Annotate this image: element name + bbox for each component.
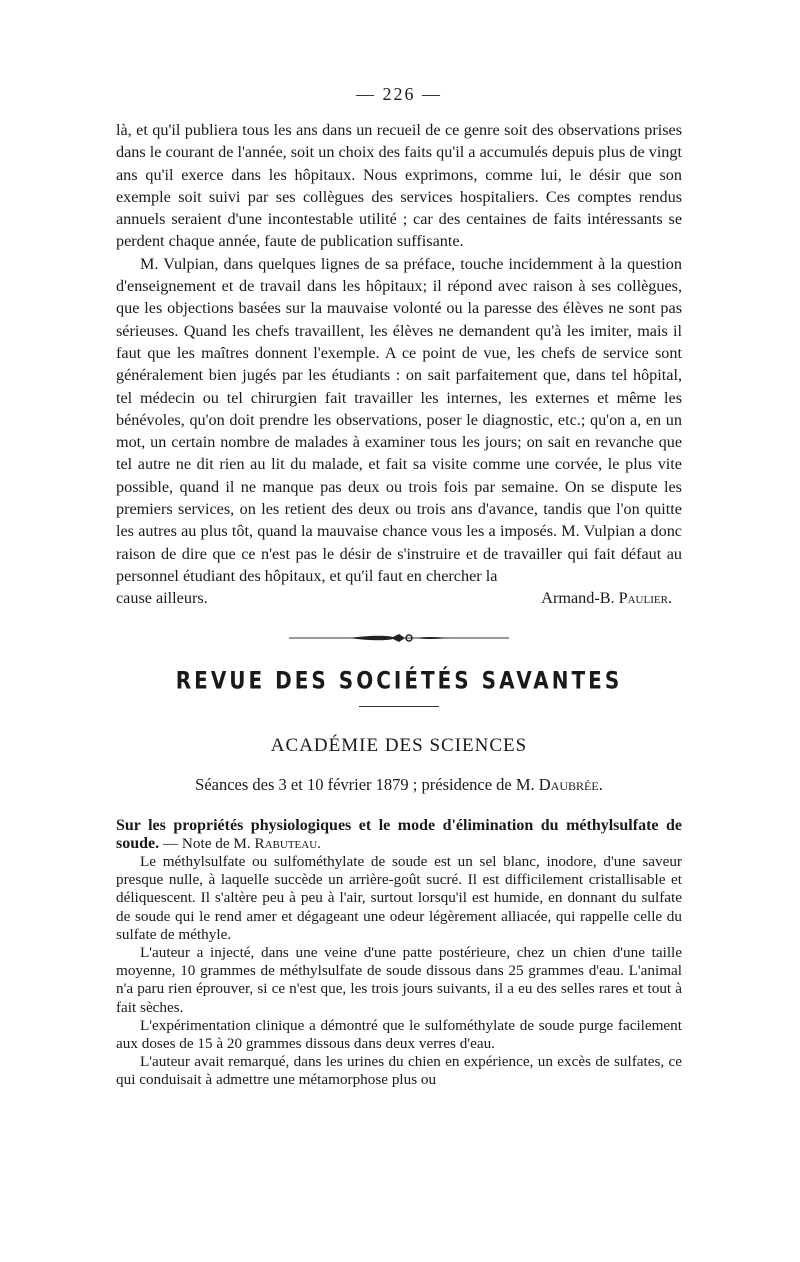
intro-text — [116, 119, 682, 610]
ornament-rule-icon — [289, 633, 509, 643]
article-title: Sur les propriétés physiologiques et le mode d'élimination du méthylsulfate de soude. — [116, 816, 682, 852]
document-page — [116, 84, 682, 1090]
signature-surname: Paulier. — [618, 589, 672, 608]
session-text: Séances des 3 et 10 février 1879 ; présidence de M. — [195, 774, 535, 794]
article-paragraph: L'auteur a injecté, dans une veine d'une patte postérieure, chez un chien d'une taille moyenne, 10 grammes de méthylsulfate de soude dissous dans 25 grammes d'eau. L'animal n'a paru rien éprouver, si ce n'est que, les trois jours suivants, il a eu des selles rares et tout à fait sèches. — [116, 943, 682, 1016]
author-signature — [541, 587, 682, 609]
session-line — [116, 775, 682, 795]
article-paragraph: L'auteur avait remarqué, dans les urines du chien en expérience, un excès de sulfates, ce qui conduisait à admettre une métamorphose plus ou — [116, 1053, 682, 1089]
closing-text: cause ailleurs. — [116, 589, 208, 608]
page-number: — 226 — — [356, 84, 442, 104]
section-title: REVUE DES SOCIÉTÉS SAVANTES — [175, 665, 623, 694]
article-byline: — Note de M. — [162, 834, 251, 852]
signature-line — [116, 587, 682, 609]
article-paragraph: Le méthylsulfate ou sulfométhylate de soude est un sel blanc, inodore, d'une saveur presque nulle, à laquelle succède un arrière-goût sucré. Il est difficilement cristallisable et déliquescent. Il s'altère peu à peu à l'air, surtout lorsqu'il est humide, en donnant du sulfate de soude qui le rend amer et dégageant une odeur légèrement alliacée, qui rappelle celle du sulfate de méthyle. — [116, 852, 682, 943]
intro-paragraph-1: là, et qu'il publiera tous les ans dans un recueil de ce genre soit des observations prises dans le courant de l'année, soit un choix des faits qu'il a accumulés depuis plus de vingt ans qu'il exerce dans les hôpitaux. Nous exprimons, comme lui, le désir que son exemple soit suivi par ses collègues des services hospitaliers. Ces comptes rendus annuels seraient d'une incontestable utilité ; car des centaines de faits intéressants se perdent chaque année, faute de publication suffisante. — [116, 121, 682, 251]
title-rule — [359, 706, 439, 707]
article — [116, 817, 682, 1090]
article-author: Rabuteau. — [254, 834, 321, 852]
ornamental-divider — [116, 630, 682, 640]
academy-heading: ACADÉMIE DES SCIENCES — [270, 734, 528, 756]
session-president: Daubrée. — [538, 774, 603, 794]
signature-first-name: Armand-B. — [541, 589, 615, 608]
article-heading — [116, 817, 682, 853]
article-paragraph: L'expérimentation clinique a démontré que le sulfométhylate de soude purge facilement aux doses de 15 à 20 grammes dissous dans deux verres d'eau. — [116, 1016, 682, 1052]
intro-paragraph-2: M. Vulpian, dans quelques lignes de sa préface, touche incidemment à la question d'enseignement et de travail dans les hôpitaux; il répond avec raison à ses collègues, que les objections basées sur la mauvaise volonté ou la paresse des élèves ne sont pas sérieuses. Quand les chefs travaillent, les élèves ne demandent qu'à les imiter, mais il faut que les maîtres donnent l'exemple. A ce point de vue, les chefs de service sont généralement bien jugés par les étudiants : on sait parfaitement que, dans tel hôpital, tel médecin ou tel chirurgien fait travailler les internes, les externes et même les bénévoles, qu'on doit prendre les observations, poser le diagnostic, etc.; qu'on a, en un mot, un certain nombre de malades à examiner tous les jours; on sait en revanche que tel autre ne dit rien au lit du malade, et fait sa visite comme une corvée, le plus vite possible, quand il ne manque pas deux ou trois fois par semaine. On se dispute les premiers services, on les retient des deux ou trois ans d'avance, tandis que l'on quitte les autres au plus tôt, quand la mauvaise chance vous les a imposés. M. Vulpian a donc raison de dire que ce n'est pas le désir de s'instruire et de travailler qui fait défaut au personnel étudiant des hôpitaux, et qu'il faut en chercher la — [116, 254, 682, 585]
